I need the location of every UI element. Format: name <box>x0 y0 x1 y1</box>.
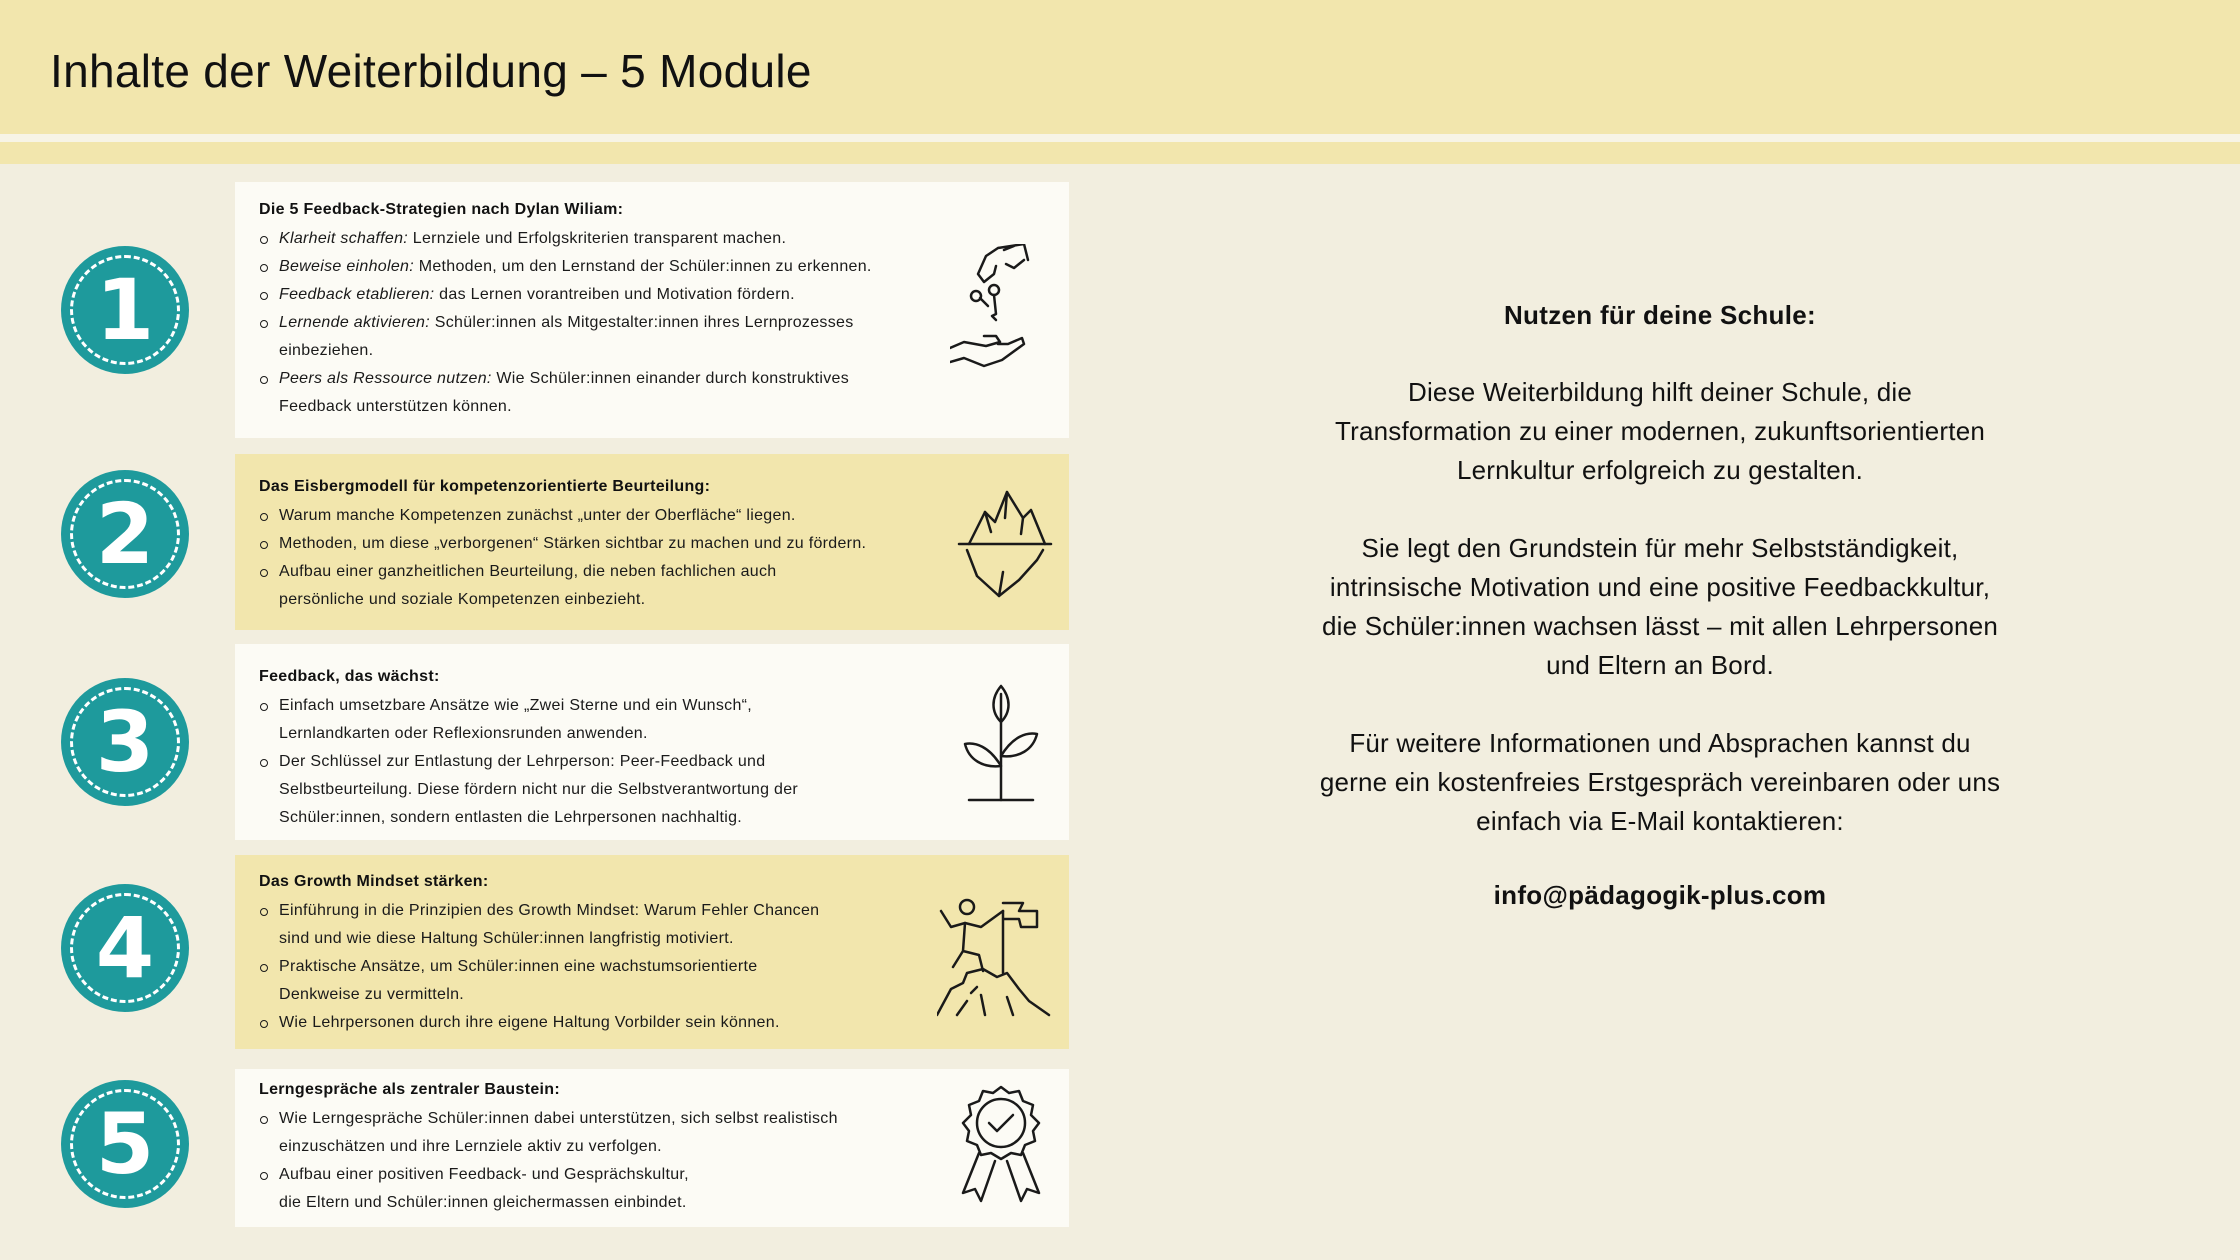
list-item: Peers als Ressource nutzen: Wie Schüler:innen einander durch konstruktives Feedback unterstützen können. <box>259 365 872 421</box>
benefits-paragraph-1: Diese Weiterbildung hilft deiner Schule, die Transformation zu einer modernen, zukunftsorientierten Lernkultur erfolgreich zu gestalten. <box>1334 377 1986 485</box>
module-card-2 <box>235 454 1069 630</box>
list-item: Wie Lehrpersonen durch ihre eigene Haltung Vorbilder sein können. <box>259 1009 819 1037</box>
module-number: 1 <box>95 261 155 359</box>
module-number-badge-2 <box>61 470 189 598</box>
benefits-paragraph-2: Sie legt den Grundstein für mehr Selbstständigkeit, intrinsische Motivation und eine positive Feedbackkultur, die Schüler:innen wachsen lässt – mit allen Lehrpersonen und Eltern an Bord. <box>1321 533 1999 680</box>
list-item: Warum manche Kompetenzen zunächst „unter der Oberfläche“ liegen. <box>259 502 866 530</box>
module-card-4 <box>235 855 1069 1049</box>
module-title: Das Growth Mindset stärken: <box>259 873 489 890</box>
module-bullet-list <box>259 692 798 832</box>
module-number: 2 <box>95 485 155 583</box>
module-bullet-list <box>259 1105 838 1217</box>
header-band <box>0 142 2240 164</box>
module-title: Die 5 Feedback-Strategien nach Dylan Wiliam: <box>259 201 624 218</box>
module-number-badge-4 <box>61 884 189 1012</box>
list-item: Beweise einholen: Methoden, um den Lernstand der Schüler:innen zu erkennen. <box>259 253 872 281</box>
header-banner <box>0 0 2240 134</box>
module-card-1 <box>235 182 1069 438</box>
list-item: Lernende aktivieren: Schüler:innen als Mitgestalter:innen ihres Lernprozesses einbeziehen. <box>259 309 872 365</box>
list-item: Wie Lerngespräche Schüler:innen dabei unterstützen, sich selbst realistisch einzuschätzen und ihre Lernziele aktiv zu verfolgen. <box>259 1105 838 1161</box>
benefits-panel <box>1280 300 2040 911</box>
module-number-badge-3 <box>61 678 189 806</box>
list-item: Praktische Ansätze, um Schüler:innen eine wachstumsorientierte Denkweise zu vermitteln. <box>259 953 819 1009</box>
list-item: Klarheit schaffen: Lernziele und Erfolgskriterien transparent machen. <box>259 225 872 253</box>
module-title: Feedback, das wächst: <box>259 668 440 685</box>
summit-flag-icon <box>937 897 1053 1019</box>
page-title: Inhalte der Weiterbildung – 5 Module <box>50 45 812 97</box>
module-number: 5 <box>95 1095 155 1193</box>
list-item: Einführung in die Prinzipien des Growth Mindset: Warum Fehler Chancen sind und wie diese Haltung Schüler:innen langfristig motiviert. <box>259 897 819 953</box>
list-item: Methoden, um diese „verborgenen“ Stärken sichtbar zu machen und zu fördern. <box>259 530 866 558</box>
sprout-icon <box>961 680 1041 804</box>
module-card-3 <box>235 644 1069 840</box>
header-divider <box>0 134 2240 142</box>
iceberg-icon <box>955 488 1055 600</box>
module-card-5 <box>235 1069 1069 1227</box>
benefits-heading: Nutzen für deine Schule: <box>1503 300 1816 330</box>
key-handover-icon <box>950 244 1040 374</box>
module-bullet-list <box>259 225 872 421</box>
module-title: Das Eisbergmodell für kompetenzorientierte Beurteilung: <box>259 478 711 495</box>
list-item: Aufbau einer positiven Feedback- und Gesprächskultur, die Eltern und Schüler:innen gleichermassen einbindet. <box>259 1161 838 1217</box>
list-item: Einfach umsetzbare Ansätze wie „Zwei Sterne und ein Wunsch“, Lernlandkarten oder Reflexionsrunden anwenden. <box>259 692 798 748</box>
list-item: Feedback etablieren: das Lernen vorantreiben und Motivation fördern. <box>259 281 872 309</box>
module-number-badge-5 <box>61 1080 189 1208</box>
benefits-paragraph-3: Für weitere Informationen und Absprachen kannst du gerne ein kostenfreies Erstgespräch vereinbaren oder uns einfach via E-Mail kontaktieren: <box>1319 728 2001 836</box>
module-number: 3 <box>95 693 155 791</box>
module-bullet-list <box>259 502 866 614</box>
module-number: 4 <box>95 899 155 997</box>
contact-email-link[interactable]: info@pädagogik-plus.com <box>1493 880 1827 910</box>
module-number-badge-1 <box>61 246 189 374</box>
list-item: Der Schlüssel zur Entlastung der Lehrperson: Peer-Feedback und Selbstbeurteilung. Diese fördern nicht nur die Selbstverantwortung der Schüler:innen, sondern entlasten die Lehrpersonen nachhaltig. <box>259 748 798 832</box>
award-badge-icon <box>955 1085 1047 1213</box>
module-title: Lerngespräche als zentraler Baustein: <box>259 1081 560 1098</box>
module-bullet-list <box>259 897 819 1037</box>
list-item: Aufbau einer ganzheitlichen Beurteilung, die neben fachlichen auch persönliche und soziale Kompetenzen einbezieht. <box>259 558 866 614</box>
